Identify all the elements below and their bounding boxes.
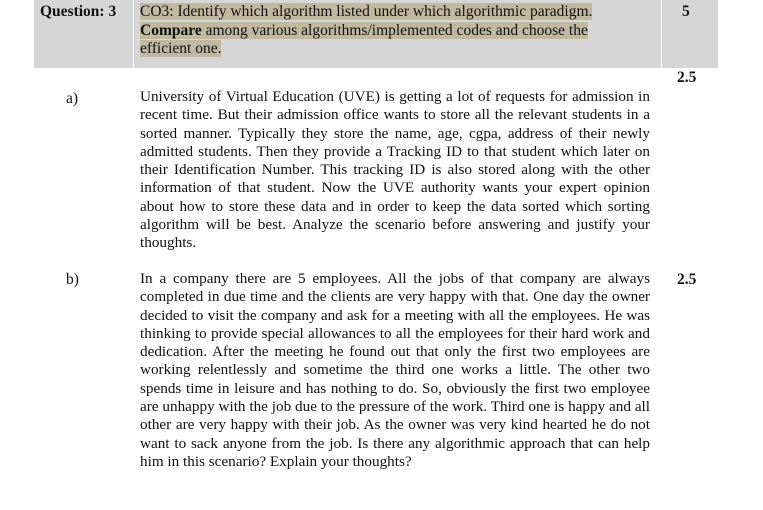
part-b-label: b)	[66, 271, 79, 288]
compare-space	[202, 22, 206, 39]
outcome-statement: CO3: Identify which algorithm listed under which algorithmic paradigm.	[140, 3, 593, 20]
part-a-text: University of Virtual Education (UVE) is getting a lot of requests for admission in recent time. But their admission office wants to store all the relevant students in a sorted manner. Typically they store the name, age, cgpa, address of their newly admitted students. Then they provide a Tracking ID to that student which later on their Identification Number. This tracking ID is also stored along with the other information of that student. Now the UVE authority wants your expert opinion about how to store these data and in order to keep the data sorted which sorting algorithm will be best. Analyze the scenario before answering and justify your thoughts.	[140, 88, 650, 252]
question-label: Question: 3	[40, 3, 117, 20]
compare-statement: among various algorithms/implemented codes and choose the efficient one.	[140, 21, 588, 57]
part-b-text: In a company there are 5 employees. All the jobs of that company are always completed in due time and the clients are very happy with that. One day the owner decided to visit the company and ask for a meeting with all the employees. He was thinking to provide special allowances to all the employees for their hard work and dedication. After the meeting he found out that only the first two employees are working relentlessly and sometime the third one works a little. The other two spends time in leisure and has nothing to do. So, obviously the first two employee are unhappy with the job due to the pressure of the work. Third one is happy and all other are very happy with their job. As the owner was very kind hearted he do not want to sack anyone from the job. Is there any algorithmic approach that can help him in this scenario? Explain your thoughts?	[140, 270, 650, 470]
part-b-marks: 2.5	[677, 271, 697, 288]
part-a-label: a)	[66, 90, 79, 107]
part-a-marks: 2.5	[677, 69, 697, 86]
question-outcome-text	[140, 3, 640, 59]
compare-keyword: Compare	[140, 21, 202, 39]
header-divider-left	[133, 0, 134, 68]
header-divider-right	[661, 0, 662, 68]
question-marks: 5	[682, 3, 690, 20]
